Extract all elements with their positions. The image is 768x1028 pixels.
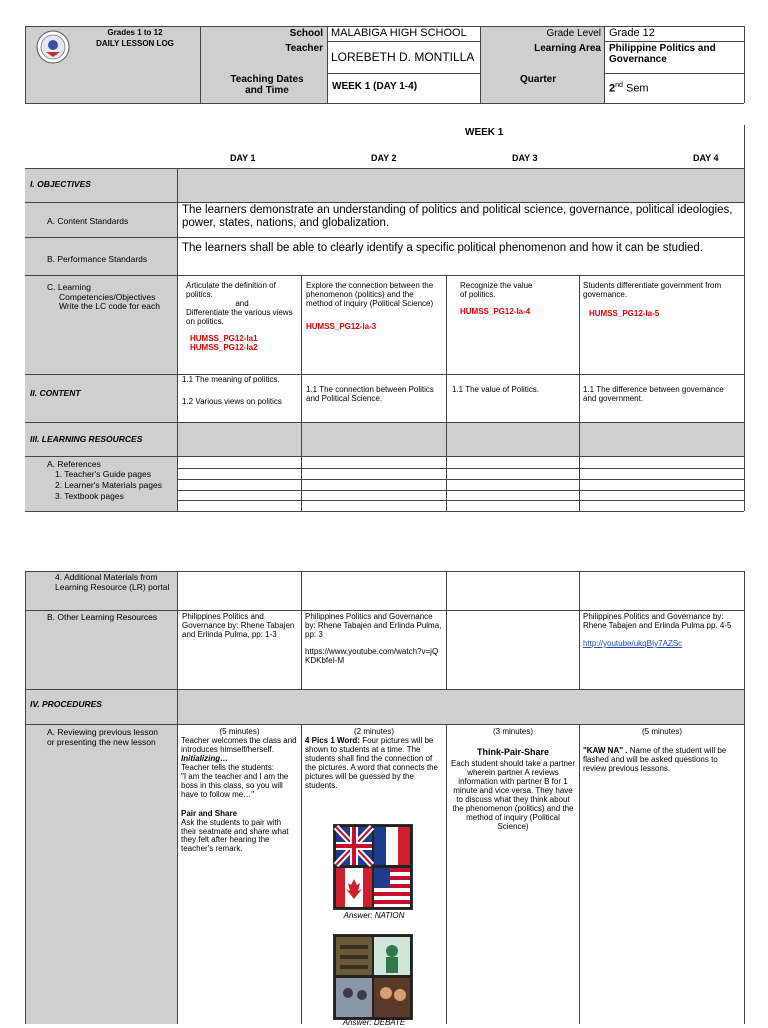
answer-debate: Answer: DEBATE (342, 1018, 406, 1027)
day3-procedure: (3 minutes) Think-Pair-Share Each student should take a partner wherein partner A reviews information with partner B for 1 minute and vice versa. They have to discuss what they think about the phenomenon (politics) and the method of inquiry (Political Science) (450, 727, 576, 831)
youtube-link[interactable]: http://youtube/ukqBIy7AZSc (583, 638, 683, 648)
learning-area-label: Learning Area (534, 43, 601, 54)
performance-standards-label: B. Performance Standards (47, 254, 148, 264)
day3-competency: Recognize the value of politics. HUMSS_PG12-Ia-4 (460, 281, 533, 316)
day4-competency: Students differentiate government from governance. HUMSS_PG12-Ia-5 (583, 281, 722, 318)
competencies-label: C. Learning Competencies/Objectives Write the LC code for each (47, 282, 160, 312)
quarter-label: Quarter (520, 74, 557, 85)
day1-other-resources: Philippines Politics and Governance by: Rhene Tabajen and Erlinda Pulma, pp: 1-3 (182, 612, 295, 639)
debate-picture-grid (333, 934, 413, 1020)
grades-text: Grades 1 to 12 (107, 28, 163, 37)
day3-content: 1.1 The value of Politics. (452, 385, 540, 394)
learners-materials-label: 2. Learner's Materials pages (55, 480, 162, 490)
learning-resources-label: III. LEARNING RESOURCES (30, 434, 143, 444)
dates-label: Teaching Dates and Time (230, 74, 304, 97)
references-label: A. References (47, 459, 101, 469)
content-standards-label: A. Content Standards (47, 216, 129, 226)
textbook-label: 3. Textbook pages (55, 491, 124, 501)
review-lesson-label: A. Reviewing previous lesson or presenting the new lesson (47, 727, 159, 747)
daily-lesson-log-title: DAILY LESSON LOG (96, 39, 174, 48)
teacher-label: Teacher (285, 43, 323, 54)
objectives-label: I. OBJECTIVES (30, 179, 91, 189)
day4-content: 1.1 The difference between governance and government. (583, 385, 724, 403)
day4-procedure: (5 minutes) "KAW NA" . Name of the student will be flashed and will be asked questions to review previous lessons. (583, 727, 727, 773)
grade-level-value: Grade 12 (609, 27, 655, 39)
other-resources-label: B. Other Learning Resources (47, 612, 158, 622)
day4-other-resources: Philippines Politics and Governance by: Rhene Tabajen and Erlinda Pulma pp. 4-5 http://youtube/ukqBIy7AZSc (583, 613, 741, 649)
day2-other-resources: Philippines Politics and Governance by: Rhene Tabajen and Erlinda Pulma, pp: 3 https://www.youtube.com/watch?v=jQKDKbfeI-M (305, 612, 442, 665)
day1-content: 1.1 The meaning of politics. 1.2 Various views on politics (182, 375, 282, 406)
grade-level-label: Grade Level (546, 28, 601, 39)
procedures-label: IV. PROCEDURES (30, 699, 102, 709)
day1-procedure: (5 minutes) Teacher welcomes the class and introduces himself/herself. Initializing… Teacher tells the students: "I am the teacher and I am the boss in this class, so you will have to follow me…" Pair and Share Ask the students to pair with their seatmate and share what they felt after hearing the teacher's remark. (181, 727, 297, 854)
deped-seal-icon (36, 30, 70, 64)
answer-nation: Answer: NATION (343, 911, 405, 920)
day2-procedure: (2 minutes) 4 Pics 1 Word: Four pictures will be shown to students at a time. The students shall find the connection of the pictures. A word that connects the pictures will be guessed by the students. (305, 727, 438, 790)
day2-competency: Explore the connection between the phenomenon (politics) and the method of inquiry (Political Science) HUMSS_PG12-Ia-3 (306, 281, 434, 331)
teacher-value: LOREBETH D. MONTILLA (331, 50, 475, 64)
teachers-guide-label: 1. Teacher's Guide pages (55, 469, 151, 479)
day2-header: DAY 2 (371, 153, 397, 163)
school-label: School (289, 28, 323, 39)
performance-standards-text: The learners shall be able to clearly identify a specific political phenomenon and how it can be studied. (182, 242, 704, 254)
day1-competency: Articulate the definition of politics. and Differentiate the various views on politics. HUMSS_PG12-Ia1 HUMSS_PG12-Ia2 (186, 281, 293, 352)
day4-header: DAY 4 (693, 153, 719, 163)
day1-header: DAY 1 (230, 153, 256, 163)
content-label: II. CONTENT (30, 388, 81, 398)
dates-value: WEEK 1 (DAY 1-4) (332, 81, 418, 92)
day3-header: DAY 3 (512, 153, 538, 163)
school-value: MALABIGA HIGH SCHOOL (331, 27, 467, 39)
additional-materials-label: 4. Additional Materials from Learning Resource (LR) portal (55, 572, 170, 592)
learning-area-value: Philippine Politics and Governance (609, 43, 716, 66)
flags-picture-grid (333, 824, 413, 910)
quarter-value: 2nd Sem (609, 82, 649, 95)
content-standards-text: The learners demonstrate an understanding of politics and political science, governance, political ideologies, power, states, nations, and globalization. (182, 204, 733, 230)
day2-content: 1.1 The connection between Politics and Political Science. (306, 385, 434, 403)
week-label: WEEK 1 (465, 127, 504, 138)
